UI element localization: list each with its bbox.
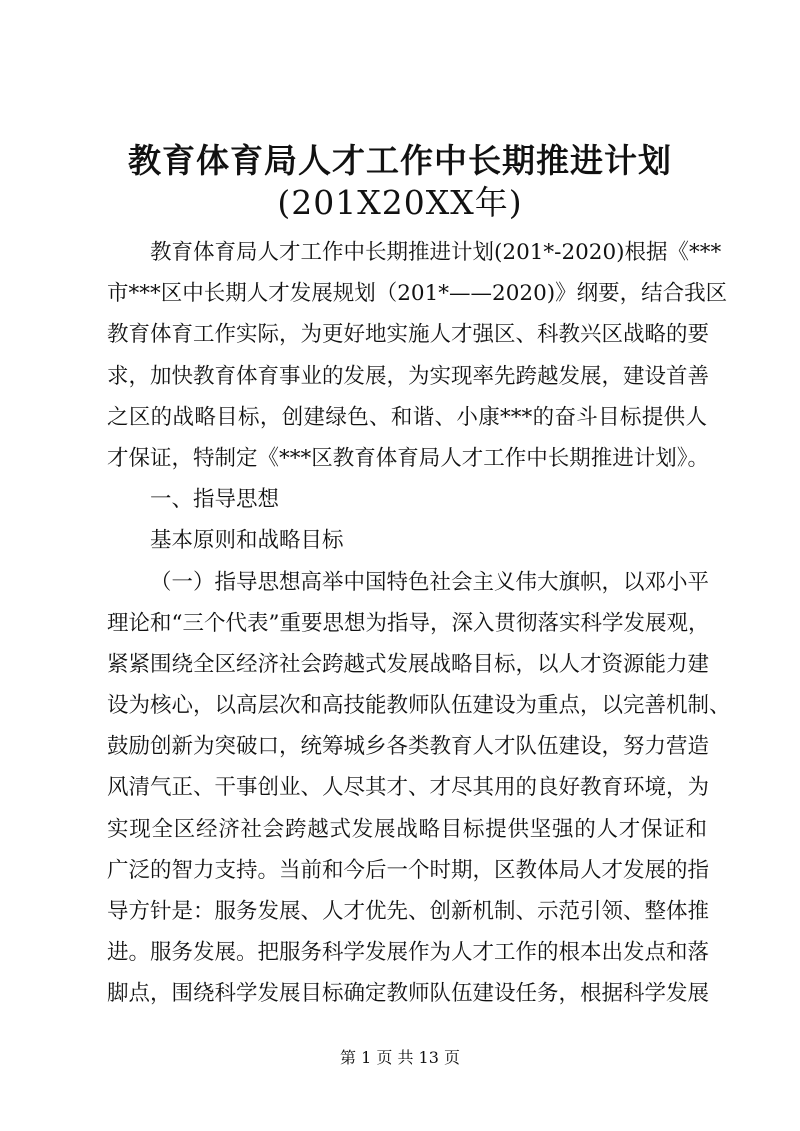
body-line: 广泛的智力支持。当前和今后一个时期，区教体局人才发展的指 bbox=[107, 857, 710, 883]
body-line: 导方针是：服务发展、人才优先、创新机制、示范引领、整体推 bbox=[107, 899, 710, 924]
document-body bbox=[107, 232, 731, 1015]
body-line: 风清气正、干事创业、人尽其才、才尽其用的良好教育环境，为 bbox=[107, 775, 710, 801]
body-line: 鼓励创新为突破口，统筹城乡各类教育人才队伍建设，努力营造 bbox=[107, 734, 710, 760]
body-line: 进。服务发展。把服务科学发展作为人才工作的根本出发点和落 bbox=[107, 940, 710, 966]
section-heading: 一、指导思想 bbox=[150, 487, 280, 513]
page-number-footer: 第 1 页 共 13 页 bbox=[340, 1048, 460, 1067]
body-line: 紧紧围绕全区经济社会跨越式发展战略目标，以人才资源能力建 bbox=[107, 651, 710, 677]
intro-line: 才保证，特制定《***区教育体育局人才工作中长期推进计划》。 bbox=[107, 445, 710, 471]
body-line: 设为核心，以高层次和高技能教师队伍建设为重点，以完善机制、 bbox=[107, 693, 731, 719]
body-line: 脚点，围绕科学发展目标确定教师队伍建设任务，根据科学发展 bbox=[107, 981, 710, 1007]
body-line: 实现全区经济社会跨越式发展战略目标提供坚强的人才保证和 bbox=[107, 816, 707, 842]
intro-line: 市***区中长期人才发展规划（201*——2020)》纲要，结合我区 bbox=[107, 281, 728, 307]
document-title: 教育体育局人才工作中长期推进计划 bbox=[128, 141, 672, 180]
intro-line: 教育体育局人才工作中长期推进计划(201*-2020)根据《*** bbox=[150, 240, 722, 265]
intro-line: 求，加快教育体育事业的发展，为实现率先跨越发展，建设首善 bbox=[107, 363, 710, 389]
body-line: 理论和“三个代表”重要思想为指导，深入贯彻落实科学发展观， bbox=[107, 610, 710, 636]
document-subtitle-years: (201X20XX年) bbox=[277, 183, 523, 222]
body-line: （一）指导思想高举中国特色社会主义伟大旗帜，以邓小平 bbox=[150, 569, 710, 595]
intro-line: 教育体育工作实际，为更好地实施人才强区、科教兴区战略的要 bbox=[107, 322, 710, 348]
section-subheading: 基本原则和战略目标 bbox=[150, 528, 344, 554]
intro-line: 之区的战略目标，创建绿色、和谐、小康***的奋斗目标提供人 bbox=[107, 404, 707, 430]
